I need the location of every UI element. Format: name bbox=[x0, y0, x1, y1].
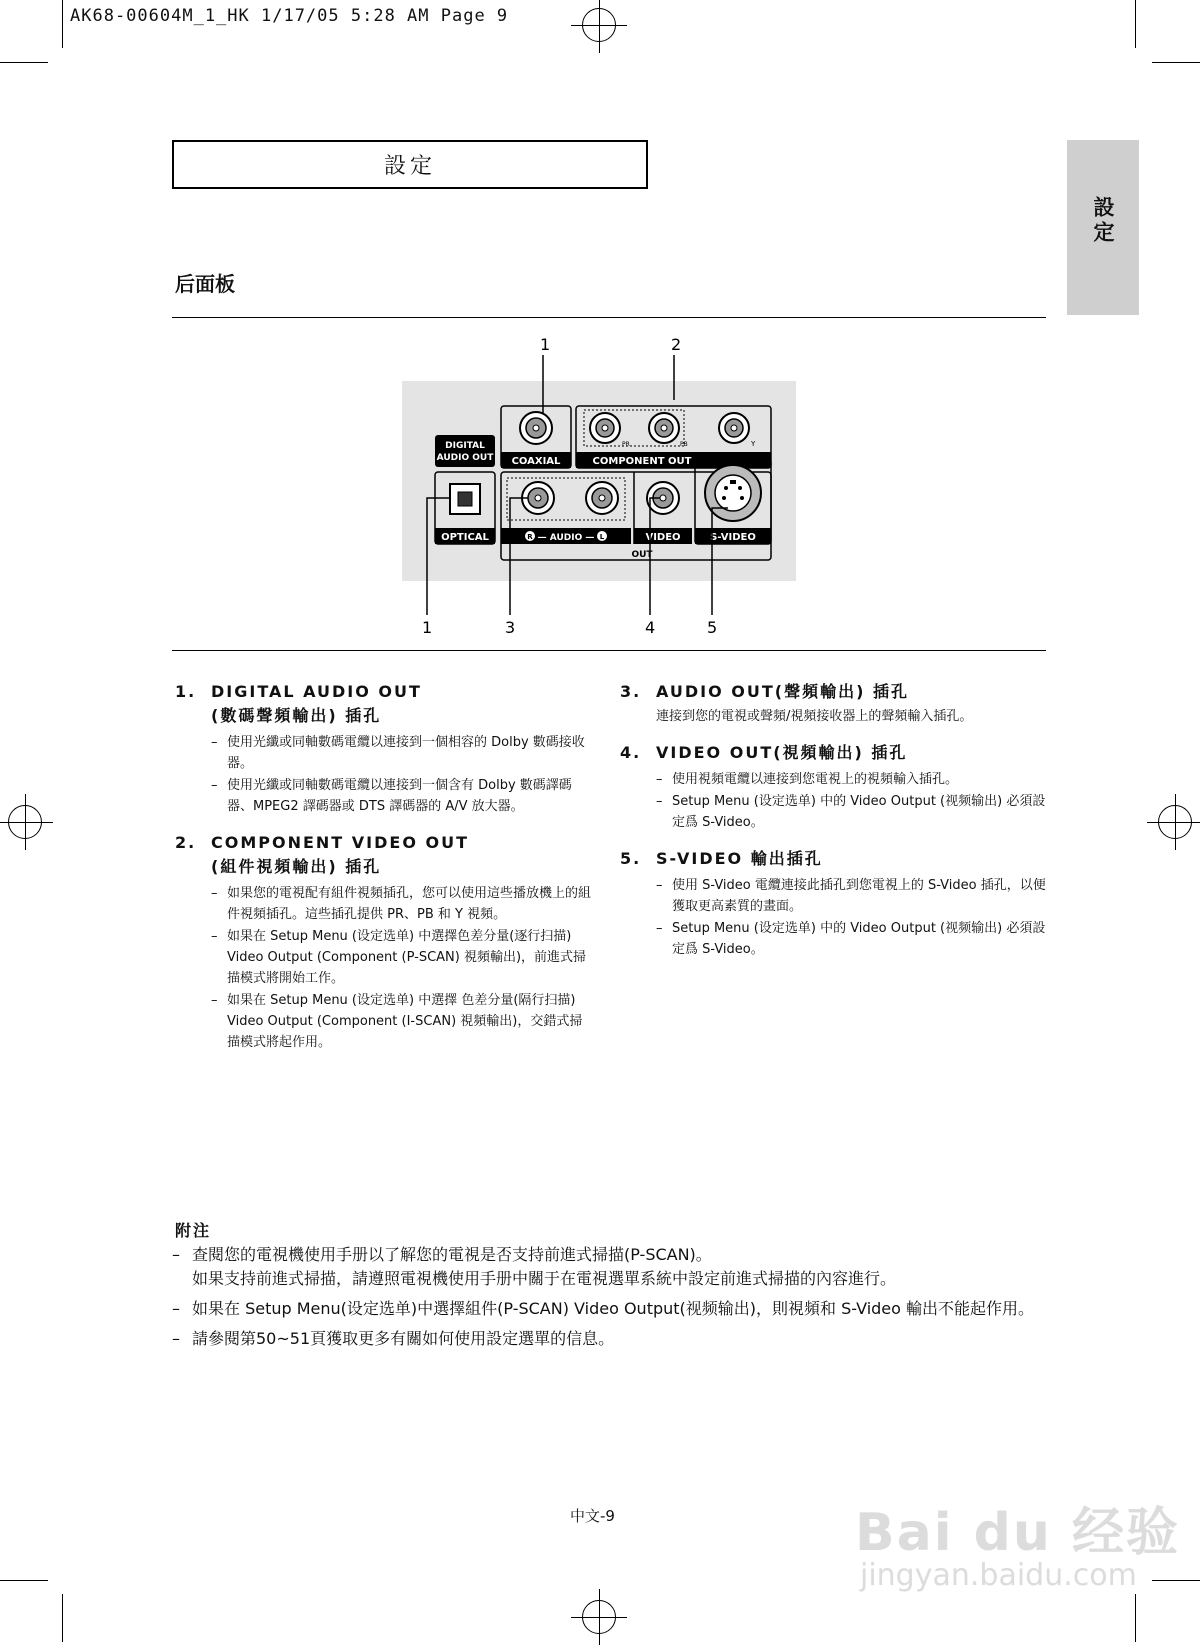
page-title: 設定 bbox=[172, 140, 648, 189]
crop-mark bbox=[62, 1594, 63, 1642]
item-subtitle: (組件視頻輸出) 插孔 bbox=[211, 857, 382, 876]
callout-1-top: 1 bbox=[540, 335, 551, 354]
component-out-label: COMPONENT OUT bbox=[592, 456, 692, 467]
item-number: 4. bbox=[620, 743, 642, 762]
item-bullet: – 如果在 Setup Menu (设定选单) 中選擇色差分量(逐行扫描) Video Output (Component (P-SCAN) 視頻輸出)，前進式掃描模式將開始工作。 bbox=[175, 926, 595, 989]
rear-panel-diagram bbox=[380, 330, 820, 640]
crop-mark bbox=[1135, 1594, 1136, 1642]
item-bullet: – 使用視頻電纜以連接到您電視上的視頻輸入插孔。 bbox=[620, 769, 1050, 790]
callout-2-top: 2 bbox=[671, 335, 682, 354]
item-subtitle: (數碼聲頻輸出) 插孔 bbox=[211, 706, 382, 725]
watermark-logo: Bai du 经验 bbox=[855, 1503, 1180, 1563]
registration-mark bbox=[582, 1600, 616, 1634]
registration-mark bbox=[1158, 805, 1192, 839]
item-audio-out bbox=[620, 680, 1050, 727]
coaxial-label: COAXIAL bbox=[511, 456, 561, 467]
section-side-tab bbox=[1067, 140, 1139, 315]
note-item: – 查閱您的電視機使用手册以了解您的電視是否支持前進式掃描(P-SCAN)。 如果支持前進式掃描，請遵照電視機使用手册中關于在電視選單系統中設定前進式掃描的內容進行。 bbox=[172, 1243, 1072, 1291]
item-title: COMPONENT VIDEO OUT bbox=[211, 833, 470, 852]
item-description: 連接到您的電視或聲頻/視頻接收器上的聲頻輸入插孔。 bbox=[656, 709, 973, 724]
component-jack-pb bbox=[649, 413, 679, 443]
optical-label: OPTICAL bbox=[441, 532, 489, 543]
item-number: 2. bbox=[175, 833, 197, 852]
side-tab-label: 設定 bbox=[1091, 196, 1115, 246]
item-bullet: – 如果您的電視配有組件視頻插孔，您可以使用這些播放機上的組件視頻插孔。這些插孔提供 PR、PB 和 Y 視頻。 bbox=[175, 883, 595, 925]
crop-mark bbox=[1152, 1580, 1200, 1581]
component-jack-pr bbox=[590, 413, 620, 443]
divider bbox=[172, 317, 1046, 318]
pb-label: PB bbox=[680, 441, 688, 448]
item-title: DIGITAL AUDIO OUT bbox=[211, 682, 422, 701]
pr-label: PR bbox=[622, 441, 630, 448]
callout-5-bottom: 5 bbox=[707, 618, 718, 637]
item-title: AUDIO OUT(聲頻輸出) 插孔 bbox=[656, 682, 909, 701]
note-item: – 如果在 Setup Menu(设定选单)中選擇組件(P-SCAN) Video Output(视频输出)，則視頻和 S-Video 輸出不能起作用。 bbox=[172, 1297, 1072, 1321]
item-digital-audio-out bbox=[175, 680, 595, 817]
item-video-out bbox=[620, 741, 1050, 833]
item-component-video-out bbox=[175, 831, 595, 1053]
item-s-video bbox=[620, 847, 1050, 960]
audio-r-label: R bbox=[527, 533, 533, 541]
y-label: Y bbox=[751, 440, 756, 448]
digital-audio-out-line1: DIGITAL bbox=[445, 441, 485, 451]
item-bullet: – Setup Menu (设定选单) 中的 Video Output (视频输出) 必須設定爲 S-Video。 bbox=[620, 918, 1050, 960]
callout-4-bottom: 4 bbox=[645, 618, 656, 637]
item-number: 5. bbox=[620, 849, 642, 868]
watermark-url: jingyan.baidu.com bbox=[860, 1558, 1137, 1593]
callout-3-bottom: 3 bbox=[505, 618, 516, 637]
audio-jack-l bbox=[586, 482, 618, 514]
notes-list bbox=[172, 1243, 1072, 1357]
crop-mark bbox=[62, 0, 63, 48]
s-video-label: S-VIDEO bbox=[710, 532, 756, 543]
component-jack-y bbox=[719, 413, 749, 443]
callout-1-bottom: 1 bbox=[422, 618, 433, 637]
item-bullet: – Setup Menu (设定选单) 中的 Video Output (视频输出) 必須設定爲 S-Video。 bbox=[620, 791, 1050, 833]
crop-mark bbox=[1152, 62, 1200, 63]
note-item: – 請參閱第50~51頁獲取更多有關如何使用設定選單的信息。 bbox=[172, 1327, 1072, 1351]
item-bullet: – 使用光纖或同軸數碼電纜以連接到一個含有 Dolby 數碼譯碼器、MPEG2 譯碼器或 DTS 譯碼器的 A/V 放大器。 bbox=[175, 775, 595, 817]
audio-label: — AUDIO — bbox=[537, 533, 595, 543]
coaxial-jack bbox=[520, 412, 552, 444]
item-title: VIDEO OUT(視頻輸出) 插孔 bbox=[656, 743, 908, 762]
s-video-jack bbox=[705, 465, 761, 521]
page-number: 中文-9 bbox=[570, 1507, 615, 1525]
section-heading: 后面板 bbox=[175, 272, 235, 296]
item-number: 1. bbox=[175, 682, 197, 701]
digital-audio-out-line2: AUDIO OUT bbox=[436, 453, 494, 463]
item-bullet: – 使用光纖或同軸數碼電纜以連接到一個相容的 Dolby 數碼接收器。 bbox=[175, 732, 595, 774]
right-column bbox=[620, 680, 1050, 974]
audio-l-label: L bbox=[599, 533, 605, 541]
crop-mark bbox=[1135, 0, 1136, 48]
video-label: VIDEO bbox=[645, 532, 681, 543]
item-number: 3. bbox=[620, 682, 642, 701]
out-label: OUT bbox=[631, 550, 653, 560]
left-column bbox=[175, 680, 595, 1067]
item-title: S-VIDEO 輸出插孔 bbox=[656, 849, 823, 868]
divider bbox=[172, 650, 1046, 651]
registration-mark bbox=[582, 8, 616, 42]
crop-mark bbox=[0, 1580, 48, 1581]
crop-mark bbox=[0, 62, 48, 63]
registration-mark bbox=[8, 805, 42, 839]
notes-heading: 附注 bbox=[175, 1221, 212, 1240]
item-bullet: – 如果在 Setup Menu (设定选单) 中選擇 色差分量(隔行扫描) Video Output (Component (I-SCAN) 視頻輸出)，交錯式掃描模式將起作用。 bbox=[175, 990, 595, 1053]
optical-jack-port bbox=[458, 492, 472, 506]
item-bullet: – 使用 S-Video 電纜連接此插孔到您電視上的 S-Video 插孔，以便獲取更高素質的畫面。 bbox=[620, 875, 1050, 917]
print-header: AK68-00604M_1_HK 1/17/05 5:28 AM Page 9 bbox=[70, 6, 509, 26]
